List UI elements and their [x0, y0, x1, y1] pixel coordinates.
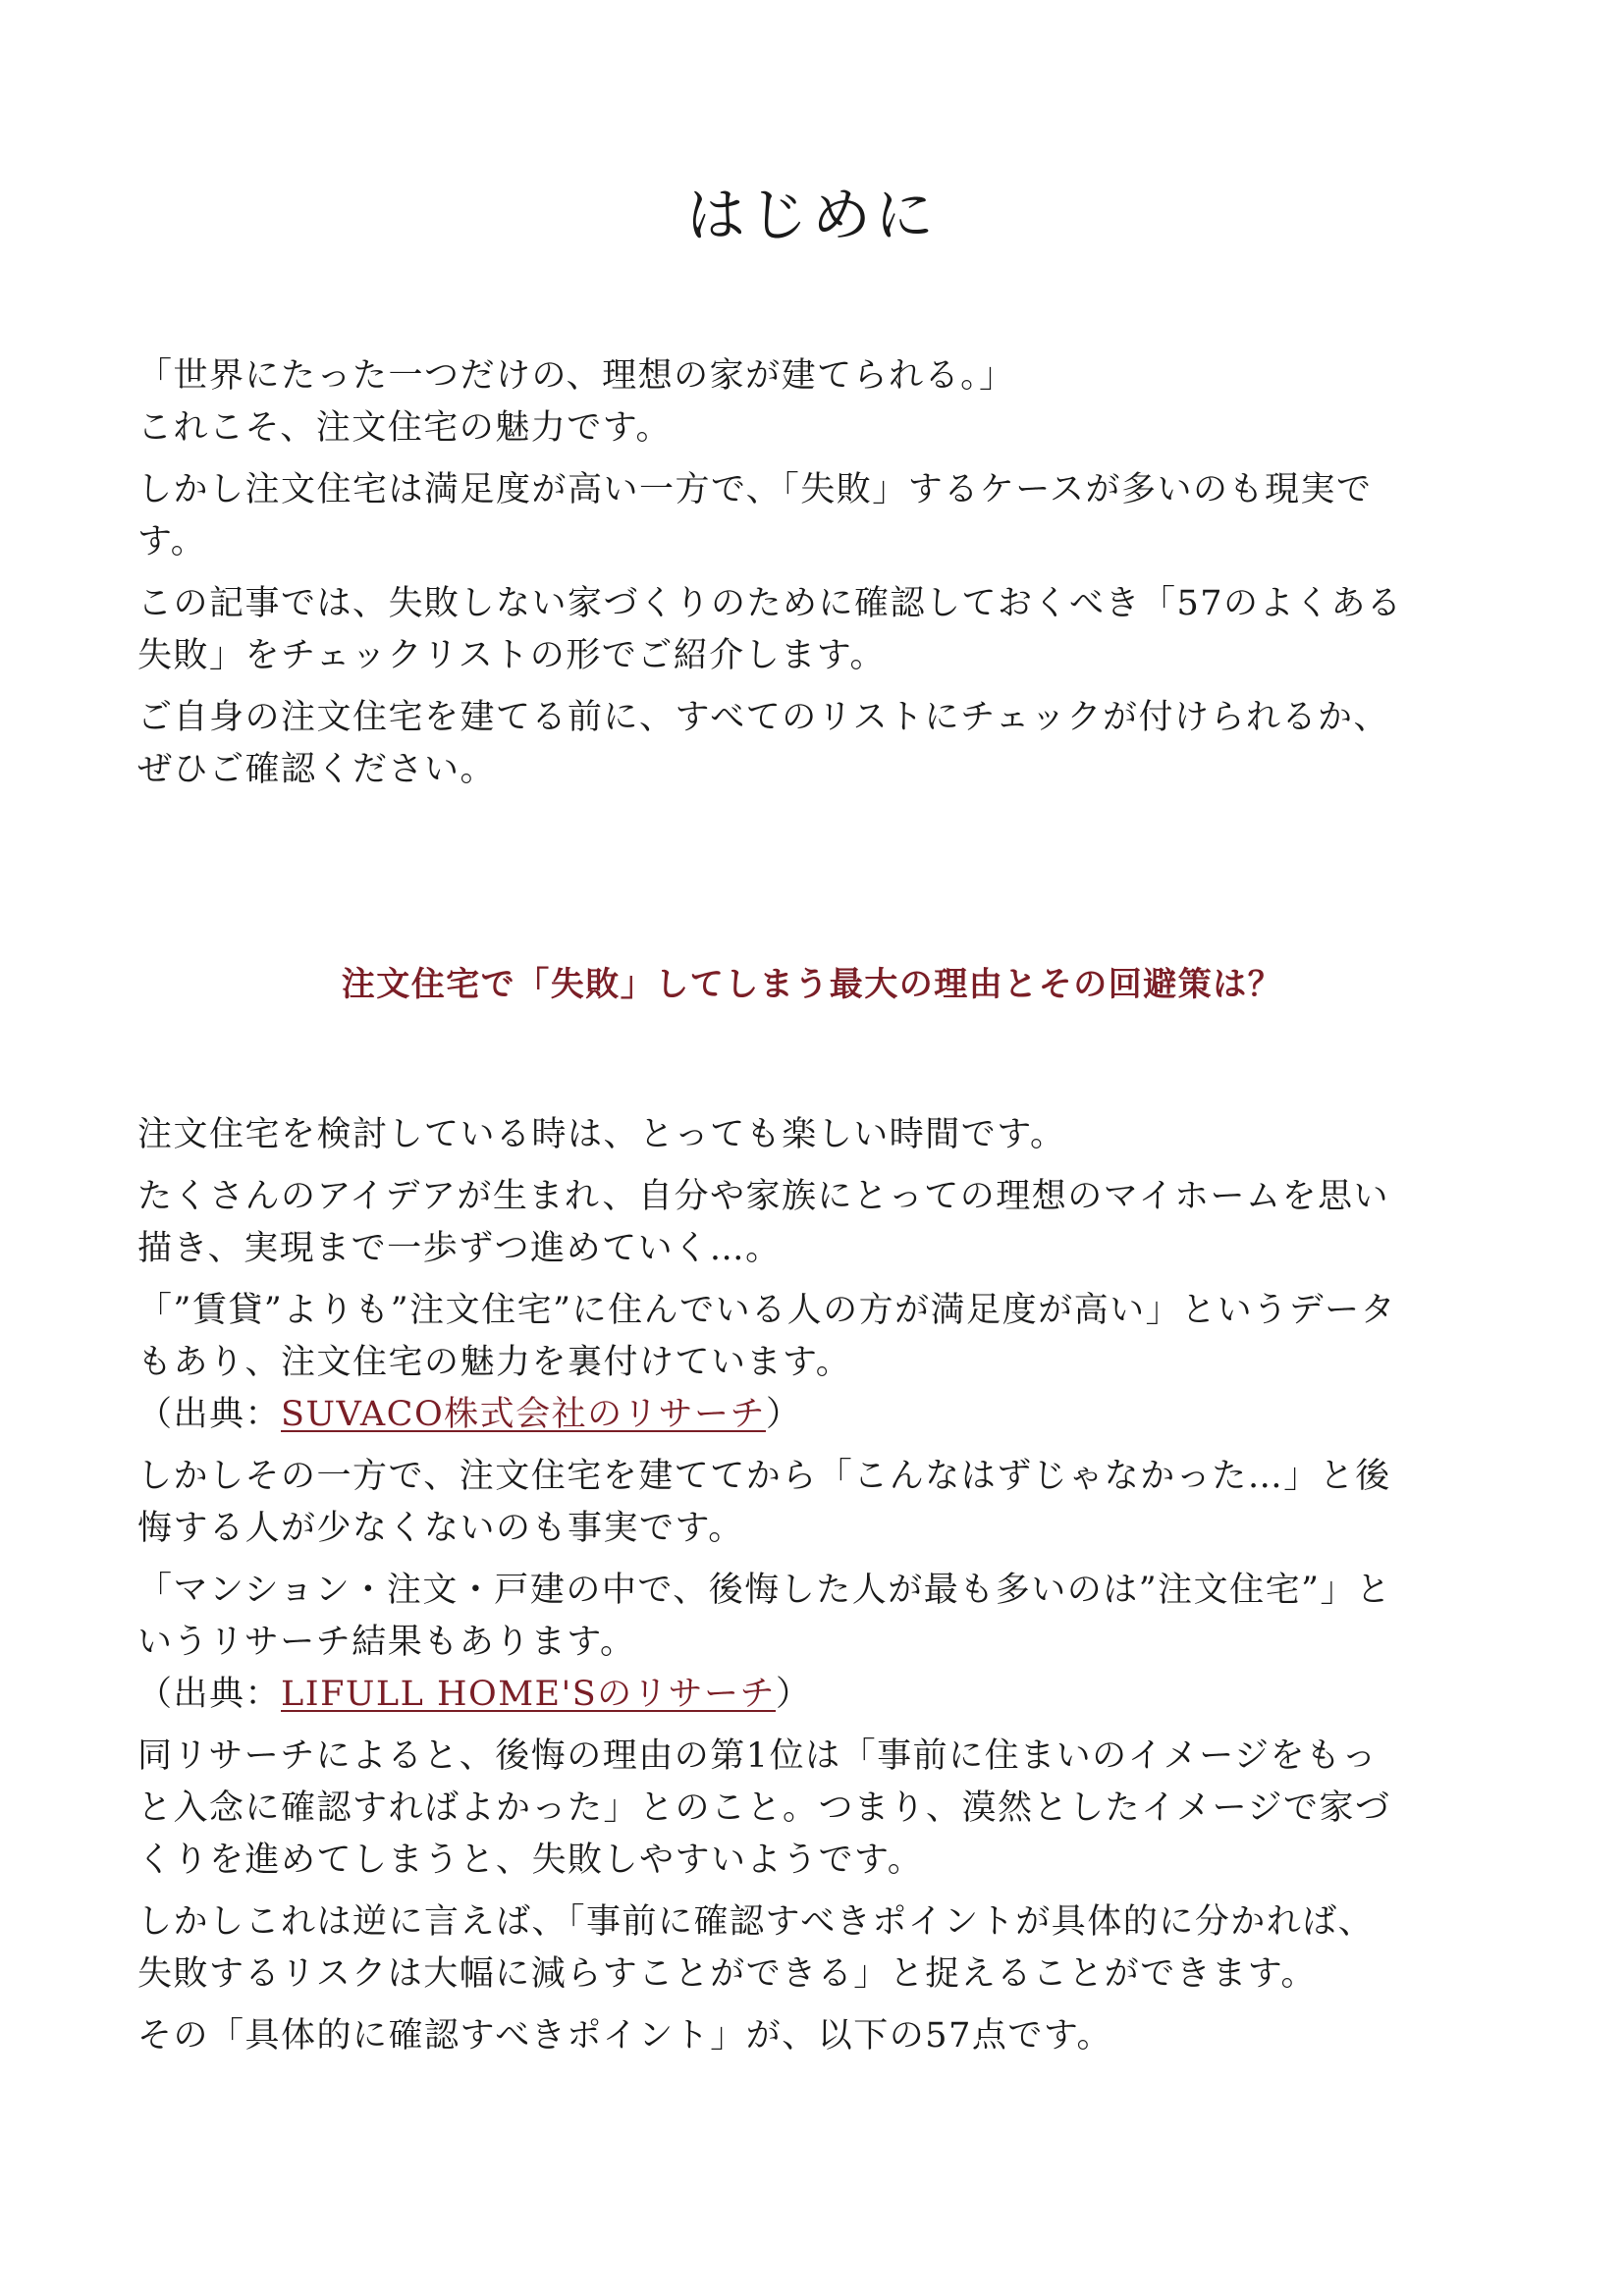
body-line: 悔する人が少なくないのも事実です。: [137, 1509, 744, 1548]
intro-line: これこそ、注文住宅の魅力です。: [137, 408, 673, 448]
body-paragraph-3: [137, 1285, 1492, 1441]
source-suffix: ）: [765, 1395, 802, 1434]
body-paragraph-1: [137, 1109, 1492, 1161]
body-line: しかしその一方で、注文住宅を建ててから「こんなはずじゃなかった…」と後: [137, 1457, 1391, 1496]
body-paragraph-6: [137, 1731, 1492, 1887]
body-line: 同リサーチによると、後悔の理由の第1位は「事前に住まいのイメージをもっ: [137, 1736, 1379, 1776]
source-suffix: ）: [775, 1675, 812, 1714]
intro-line: ぜひご確認ください。: [137, 750, 497, 789]
intro-line: す。: [137, 522, 207, 561]
body-paragraph-2: [137, 1171, 1492, 1275]
suvaco-research-link[interactable]: SUVACO株式会社のリサーチ: [281, 1395, 766, 1434]
intro-paragraph-3: [137, 578, 1492, 682]
intro-paragraph-4: [137, 692, 1492, 796]
body-paragraph-7: [137, 1896, 1492, 2001]
intro-quote: 「世界にたった一つだけの、理想の家が建てられる。」: [137, 356, 1015, 396]
body-paragraph-5: [137, 1565, 1492, 1721]
intro-line: しかし注文住宅は満足度が高い一方で、「失敗」するケースが多いのも現実で: [137, 470, 1373, 509]
intro-line: この記事では、失敗しない家づくりのために確認しておくべき「57のよくある: [137, 584, 1403, 623]
body-line: 「マンション・注文・戸建の中で、後悔した人が最も多いのは”注文住宅”」と: [137, 1571, 1392, 1610]
body-paragraph-8: [137, 2010, 1492, 2062]
page-title: はじめに: [686, 182, 938, 250]
body-line: 注文住宅を検討している時は、とっても楽しい時間です。: [137, 1115, 1066, 1154]
body-section: [137, 1109, 1492, 2062]
source-citation-2: [137, 1669, 1492, 1721]
source-prefix: （出典：: [137, 1395, 282, 1434]
intro-paragraph-1: [137, 350, 1492, 454]
body-line: 描き、実現まで一歩ずつ進めていく…。: [137, 1229, 782, 1268]
intro-line: 失敗」をチェックリストの形でご紹介します。: [137, 636, 886, 675]
body-line: たくさんのアイデアが生まれ、自分や家族にとっての理想のマイホームを思い: [137, 1177, 1390, 1216]
body-paragraph-4: [137, 1451, 1492, 1555]
body-line: と入念に確認すればよかった」とのこと。つまり、漠然としたイメージで家づ: [137, 1789, 1391, 1828]
body-line: その「具体的に確認すべきポイント」が、以下の57点です。: [137, 2016, 1113, 2056]
intro-section: [137, 350, 1492, 796]
intro-paragraph-2: [137, 464, 1492, 568]
intro-line: ご自身の注文住宅を建てる前に、すべてのリストにチェックが付けられるか、: [137, 698, 1390, 737]
body-line: いうリサーチ結果もあります。: [137, 1623, 636, 1662]
body-line: 「”賃貸”よりも”注文住宅”に住んでいる人の方が満足度が高い」というデータ: [137, 1291, 1397, 1330]
source-prefix: （出典：: [137, 1675, 282, 1714]
body-line: もあり、注文住宅の魅力を裏付けています。: [137, 1343, 852, 1382]
body-line: 失敗するリスクは大幅に減らすことができる」と捉えることができます。: [137, 1954, 1318, 1994]
body-line: しかしこれは逆に言えば、「事前に確認すべきポイントが具体的に分かれば、: [137, 1902, 1375, 1942]
lifull-homes-research-link[interactable]: LIFULL HOME'Sのリサーチ: [281, 1675, 776, 1714]
section-heading: 注文住宅で「失敗」してしまう最大の理由とその回避策は？: [341, 965, 1283, 1004]
body-line: くりを進めてしまうと、失敗しやすいようです。: [137, 1841, 924, 1880]
source-citation-1: [137, 1389, 1492, 1441]
